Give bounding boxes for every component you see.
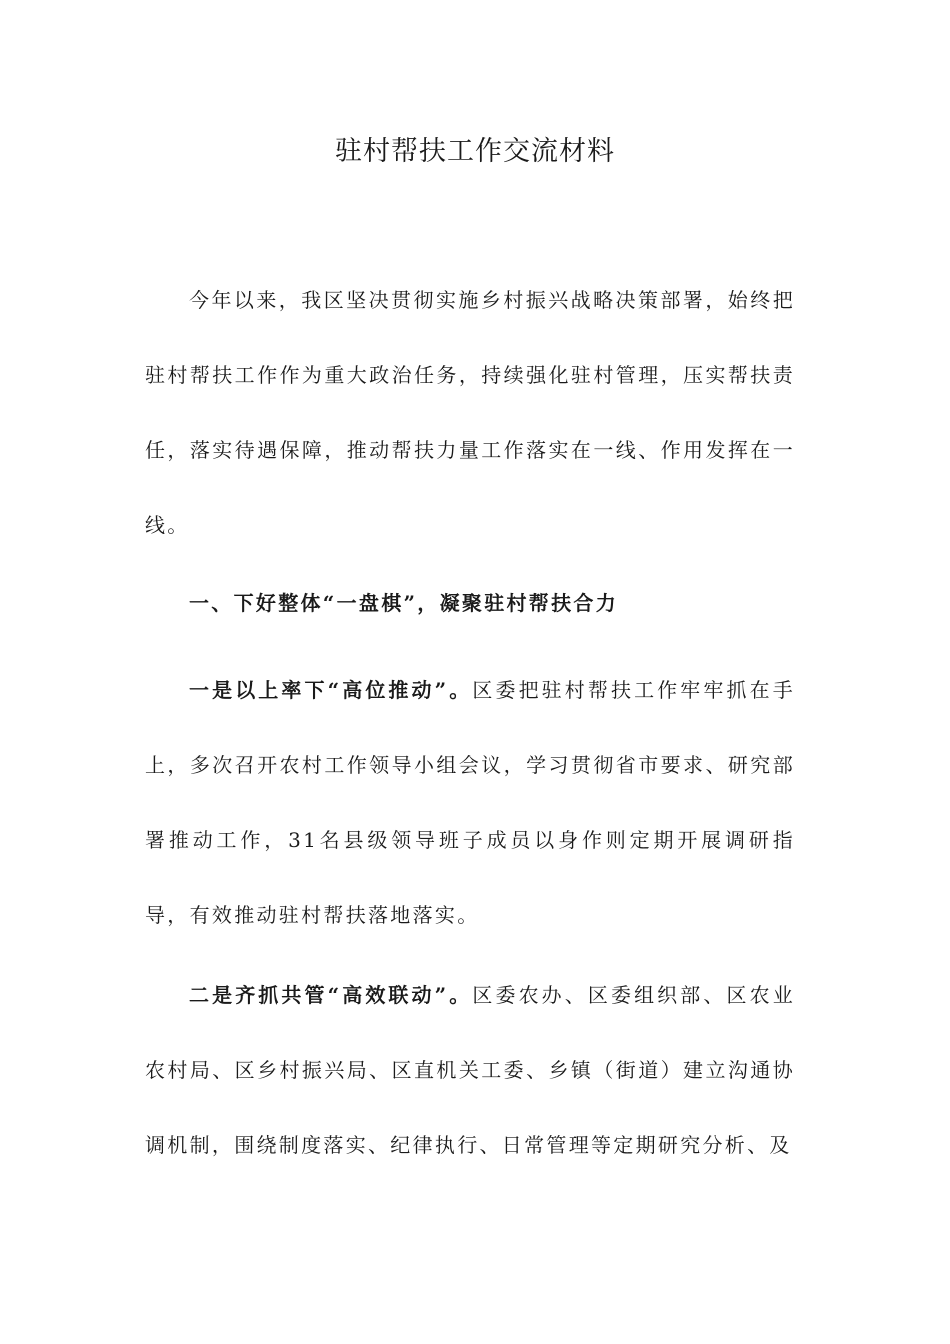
point-one-paragraph — [145, 653, 795, 953]
point-two-text: 区委农办、区委组织部、区农业农村局、区乡村振兴局、区直机关工委、乡镇（街道）建立沟通协调机制，围绕制度落实、纪律执行、日常管理等定期研究分析、及 — [145, 983, 795, 1157]
point-one-text: 区委把驻村帮扶工作牢牢抓在手上，多次召开农村工作领导小组会议，学习贯彻省市要求、研究部署推动工作，31名县级领导班子成员以身作则定期开展调研指导，有效推动驻村帮扶落地落实。 — [145, 678, 795, 927]
point-two-paragraph — [145, 958, 795, 1183]
document-title: 驻村帮扶工作交流材料 — [335, 136, 615, 167]
section-heading: 一、下好整体“一盘棋”，凝聚驻村帮扶合力 — [189, 591, 619, 615]
point-one-lead: 一是以上率下“高位推动”。 — [189, 678, 473, 702]
intro-paragraph: 今年以来，我区坚决贯彻实施乡村振兴战略决策部署，始终把驻村帮扶工作作为重大政治任务，持续强化驻村管理，压实帮扶责任，落实待遇保障，推动帮扶力量工作落实在一线、作用发挥在一线。 — [145, 288, 795, 537]
point-two-lead: 二是齐抓共管“高效联动”。 — [189, 983, 473, 1007]
